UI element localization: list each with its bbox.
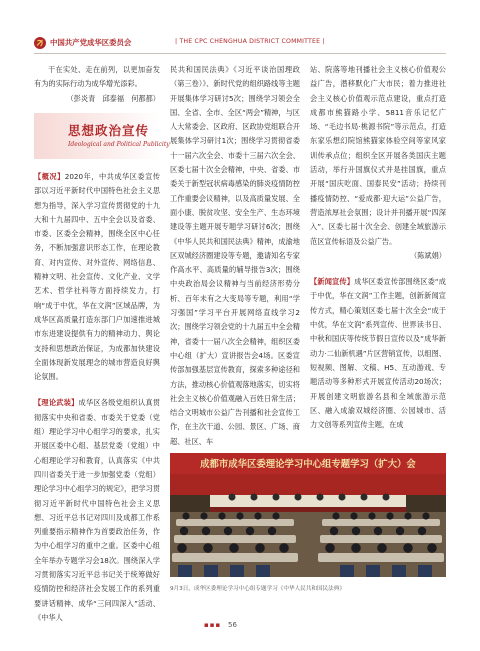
page-number-ornament: ▪▪▪ (204, 621, 222, 629)
news-text: 成华区委宣传部围绕区委“成于中优，华在文润”工作主题，创新新闻宣传方式，精心策划区委七届十次全会“成于中优，华在文润”系列宣传、世界读书日、中秋和国庆等传统节假日宣传以及“成华新动力·二仙新机遇”片区营销宣传，以组图、短视频、图解、文稿、H5、互动游戏、专题活动等多种形式开展宣传活动20场次；开展创建文明旅游名县和全域旅游示范区、融入成渝双城经济圈、公园城市、活力文创等系列宣传主题，在成 (310, 277, 446, 430)
page-header (34, 36, 446, 50)
photo-caption: 9月3日，成华区委理论学习中心组专题学习《中华人民共和国民法典》 (170, 586, 345, 592)
theory-tag: 【理论武装】 (34, 398, 79, 408)
meeting-photo-image (170, 453, 446, 577)
news-tag: 【新闻宣传】 (310, 277, 355, 287)
overview-text: 2020年，中共成华区委宣传部以习近平新时代中国特色社会主义思想为指导，深入学习宣传贯彻党的十九大和十九届四中、五中全会以及省委、市委、区委全会精神，围绕全区中心任务，不断加强意识形态工作，在理论教育、对内宣传、对外宣传、网络信息、精神文明、社会宣传、文化产业、文学艺术、哲学社科等方面持续发力，打响“成于中优，华在文润”区域品牌，为成华区高质量打造东部门户加速推进城市东进建设提供有力的精神动力、舆论支持和思想政治保证，为成都加快建设全面体现新发展理念的城市营造良好舆论氛围。 (34, 172, 160, 382)
column-3-signature: （陈斌娟） (410, 250, 446, 260)
intro-paragraph: 干在实处、走在前列，以更加奋发有为的实际行动为成华增光添彩。 (34, 65, 160, 89)
section-banner (34, 113, 170, 159)
theory-paragraph (34, 396, 160, 625)
page-number: 56 (228, 621, 237, 629)
intro-signature: （彭炎青 邱泰福 何都都） (66, 93, 160, 103)
section-title-en: Ideological and Political Publicity (68, 141, 170, 148)
section-title-cn: 思想政治宣传 (68, 123, 150, 138)
party-emblem-icon (34, 37, 46, 49)
theory-text: 成华区各级党组织认真贯彻落实中央和省委、市委关于党委（党组）理论学习中心组学习的要求，扎实开展区委中心组、基层党委（党组）中心组理论学习和教育，认真落实《中共四川省委关于进一步加强党委（党组）理论学习中心组学习的规定》，把学习贯彻习近平新时代中国特色社会主义思想、习近平总书记对四川及成都工作系列重要指示精神作为首要政治任务，作为中心组学习的重中之重。区委中心组全年举办专题学习会18次。围绕深入学习贯彻落实习近平总书记关于统筹做好疫情防控和经济社会发展工作的系列重要讲话精神、成华“三问四深入”活动、《中华人 (34, 398, 160, 622)
header-title-cn: 中国共产党成华区委员会 (50, 38, 132, 47)
header-divider (34, 53, 446, 54)
column-3-text: 站、院落等地刊播社会主义核心价值观公益广告，潜移默化广大市民；着力推进社会主义核心价值观示范点建设，重点打造成都市熊猫路小学、5811音乐记忆广场、“毛边书局·桃源书院”等示范点，打造东家乐想幻院馆熊猫家体验空间等家风家训传承点位；组织全区开展各类国庆主题活动，举行升国旗仪式并是挂国旗，重点开展“国庆吃面、国泰民安”活动；持续刊播疫情防控、“爱成都·迎大运”公益广告，营造浓厚社会氛围；设计并刊播开展“四深入”、区委七届十次全会、创建全域旅游示范区宣传标语及公益广告。 (310, 65, 446, 246)
overview-tag: 【概况】 (34, 172, 65, 181)
column-2 (170, 63, 300, 449)
photo-banner-text: 成都市成华区委理论学习中心组专题学习（扩大）会 (200, 459, 416, 470)
column-2-text: 民共和国民法典》《习近平谈治国理政（第三卷）》、新时代党的组织路线等主题开展集体学习研讨5次；围绕学习领会全国、全省、全市、全区“两会”精神，与区人大常委会、区政府、区政协党组联合开展集体学习研讨1次；围绕学习贯彻省委十一届六次全会、市委十三届六次全会、区委七届十次全会精神，中央、省委、市委关于新型冠状病毒感染的肺炎疫情防控工作重要会议精神，以及高质量发展、全面小康、脱贫攻坚、安全生产、生态环境建设等主题开展专题学习研讨6次；围绕《中华人民共和国民法典》精神，成渝地区双城经济圈建设等专题，邀请知名专家作高水平、高质量的辅导报告3次；围绕中央政治局会议精神与当前经济形势分析、百年未有之大变局等专题，利用“学习强国”学习平台开展网络直线学习2次；围绕学习领会党的十九届五中全会精神，省委十一届八次全会精神，组织区委中心组（扩大）宣讲报告会4场。区委宣传部加强基层宣传教育，探索多种途径和方法，推动核心价值观落地落实，切实将社会主义核心价值观融入百姓日常生活；结合文明城市公益广告刊播和社会宣传工作，在主次干道、公园、景区、广场、商超、社区、车 (170, 65, 300, 446)
news-paragraph (310, 275, 446, 432)
header-title-en: | THE CPC CHENGHUA DISTRICT COMMITTEE | (175, 38, 325, 45)
column-3 (310, 63, 446, 432)
column-1-top (34, 63, 160, 106)
column-1-body (34, 170, 160, 625)
meeting-photo (170, 453, 446, 577)
overview-paragraph (34, 170, 160, 384)
